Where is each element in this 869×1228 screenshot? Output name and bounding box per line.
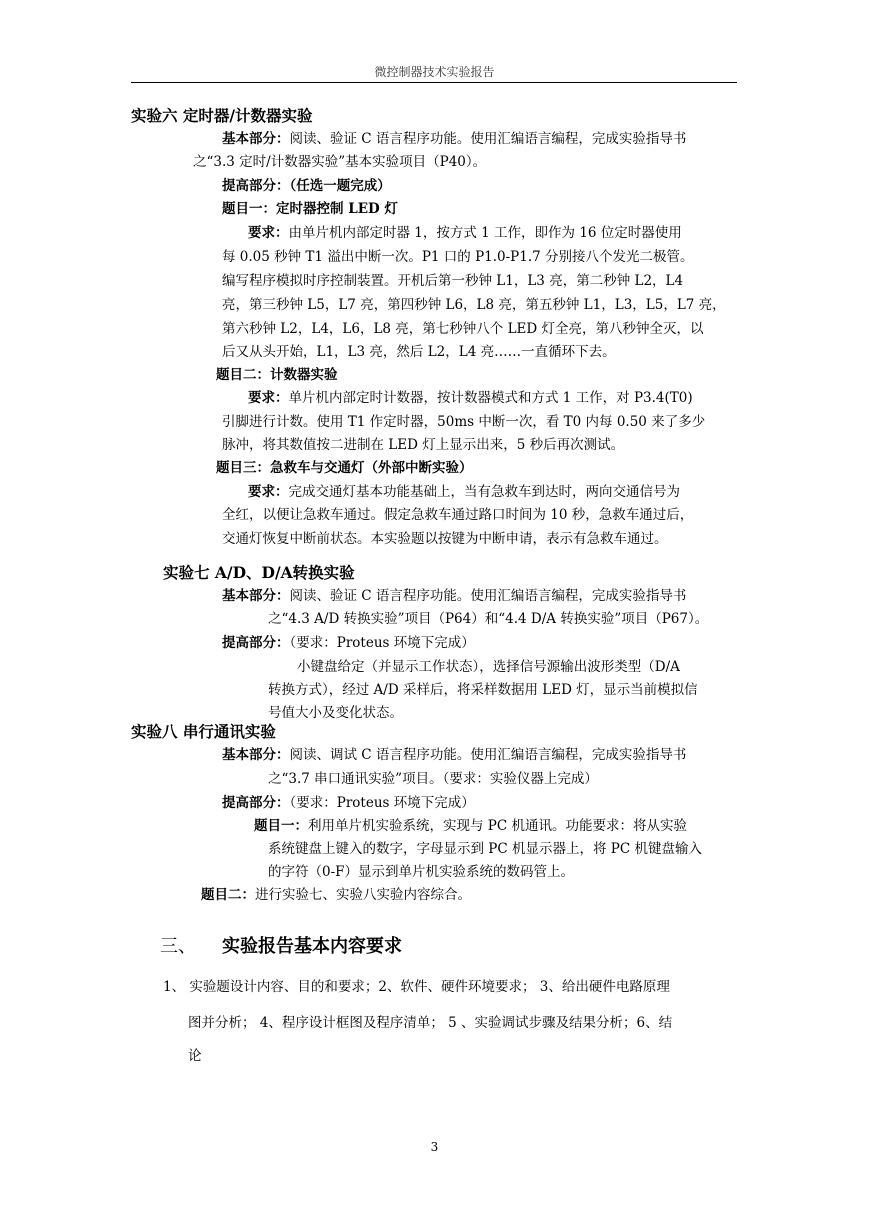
exp6-topic3-line-1 [248,483,680,501]
exp7-adv-line-1: 小键盘给定（并显示工作状态），选择信号源输出波形类型（D/A [297,659,680,675]
exp6-topic1-line-4: 亮，第三秒钟 L5，L7 亮，第四秒钟 L6，L8 亮，第五秒钟 L1，L3，L5，L7 亮， [222,297,726,313]
exp6-topic3-line-2: 全红，以便让急救车通过。假定急救车通过路口时间为 10 秒，急救车通过后， [222,507,694,523]
exp6-topic3-line-3: 交通灯恢复中断前状态。本实验题以按键为中断申请，表示有急救车通过。 [222,531,668,547]
exp8-topic1-line-3: 的字符（0-F）显示到单片机实验系统的数码管上。 [268,864,575,880]
section3-number: 三、 [160,936,196,957]
exp7-adv-line-2: 转换方式），经过 A/D 采样后，将采样数据用 LED 灯，显示当前模拟信 [268,682,698,698]
exp6-basic-label: 基本部分： [222,131,290,147]
exp8-adv-text: （要求：Proteus 环境下完成） [289,795,475,811]
exp6-title: 实验六 定时器/计数器实验 [131,106,313,125]
exp8-topic2-label: 题目二： [201,887,255,903]
exp6-basic-line-1 [222,130,686,148]
section3-item-line-2: 图并分析； 4、程序设计框图及程序清单； 5 、实验调试步骤及结果分析；6、结 [188,1015,673,1031]
exp7-adv-text: （要求：Proteus 环境下完成） [289,635,475,651]
exp8-topic1-line-2: 系统键盘上键入的数字，字母显示到 PC 机显示器上，将 PC 机键盘输入 [268,841,702,857]
exp8-basic-line-1 [222,746,686,764]
exp6-topic1-title: 题目一：定时器控制 LED 灯 [222,201,398,217]
exp7-basic-line-1 [222,587,686,605]
exp8-basic-label: 基本部分： [222,747,290,763]
exp7-adv-line [222,634,475,652]
section3-item-line-3: 论 [188,1048,202,1064]
page-number: 3 [430,1140,439,1154]
exp8-adv-line [222,794,475,812]
exp8-topic1-line-1 [254,817,687,835]
exp6-adv-label: 提高部分：（任选一题完成） [222,178,391,194]
exp8-topic1-label: 题目一： [254,818,308,834]
exp6-topic2-req-label: 要求： [248,390,289,406]
exp7-title: 实验七 A/D、D/A转换实验 [163,563,355,582]
exp6-basic-line-2: 之“3.3 定时/计数器实验”基本实验项目（P40）。 [193,154,487,170]
exp6-topic2-title: 题目二：计数器实验 [216,367,338,383]
exp6-topic1-line-1 [248,224,682,242]
exp6-topic2-line-2: 引脚进行计数。使用 T1 作定时器，50ms 中断一次，看 T0 内每 0.50 来了多少 [222,414,706,430]
exp6-topic2-line-1 [248,389,693,407]
exp6-topic1-line-6: 后又从头开始，L1，L3 亮，然后 L2，L4 亮……一直循环下去。 [222,344,616,360]
exp8-basic-text: 阅读、调试 C 语言程序功能。使用汇编语言编程，完成实验指导书 [289,747,687,763]
section3-title: 实验报告基本内容要求 [222,936,402,957]
exp6-basic-text: 阅读、验证 C 语言程序功能。使用汇编语言编程，完成实验指导书 [289,131,687,147]
exp8-topic2-line [201,886,471,904]
exp8-topic2-text: 进行实验七、实验八实验内容综合。 [255,887,471,903]
exp6-topic3-title: 题目三：急救车与交通灯（外部中断实验） [216,460,473,476]
exp8-adv-label: 提高部分： [222,795,290,811]
exp6-topic3-text: 完成交通灯基本功能基础上，当有急救车到达时，两向交通信号为 [288,484,680,500]
exp7-basic-line-2: 之“4.3 A/D 转换实验”项目（P64）和“4.4 D/A 转换实验”项目（P67）。 [268,611,709,627]
exp6-topic1-line-2: 每 0.05 秒钟 T1 溢出中断一次。P1 口的 P1.0-P1.7 分别接八个发光二极管。 [222,249,694,265]
exp8-basic-line-2: 之“3.7 串口通讯实验”项目。（要求：实验仪器上完成） [268,771,598,787]
exp8-topic1-text: 利用单片机实验系统，实现与 PC 机通讯。功能要求：将从实验 [308,818,687,834]
exp6-topic2-text: 单片机内部定时计数器，按计数器模式和方式 1 工作，对 P3.4(T0) [288,390,693,406]
page-header: 微控制器技术实验报告 [374,65,495,79]
exp6-topic3-req-label: 要求： [248,484,289,500]
exp6-topic1-req-label: 要求： [248,225,289,241]
exp6-topic2-line-3: 脉冲，将其数值按二进制在 LED 灯上显示出来，5 秒后再次测试。 [222,437,625,453]
exp8-title: 实验八 串行通讯实验 [131,722,276,741]
exp7-basic-text: 阅读、验证 C 语言程序功能。使用汇编语言编程，完成实验指导书 [289,588,687,604]
exp6-topic1-line-5: 第六秒钟 L2，L4，L6，L8 亮，第七秒钟八个 LED 灯全亮，第八秒钟全灭，以 [222,321,704,337]
exp7-adv-label: 提高部分： [222,635,290,651]
exp6-topic1-line-3: 编写程序模拟时序控制装置。开机后第一秒钟 L1，L3 亮，第二秒钟 L2，L4 [222,273,684,289]
section3-item-line-1: 1、 实验题设计内容、目的和要求；2、软件、硬件环境要求； 3、给出硬件电路原理 [163,979,670,995]
exp7-adv-line-3: 号值大小及变化状态。 [268,705,403,721]
header-divider [131,82,737,83]
exp6-topic1-text: 由单片机内部定时器 1，按方式 1 工作，即作为 16 位定时器使用 [288,225,682,241]
exp7-basic-label: 基本部分： [222,588,290,604]
